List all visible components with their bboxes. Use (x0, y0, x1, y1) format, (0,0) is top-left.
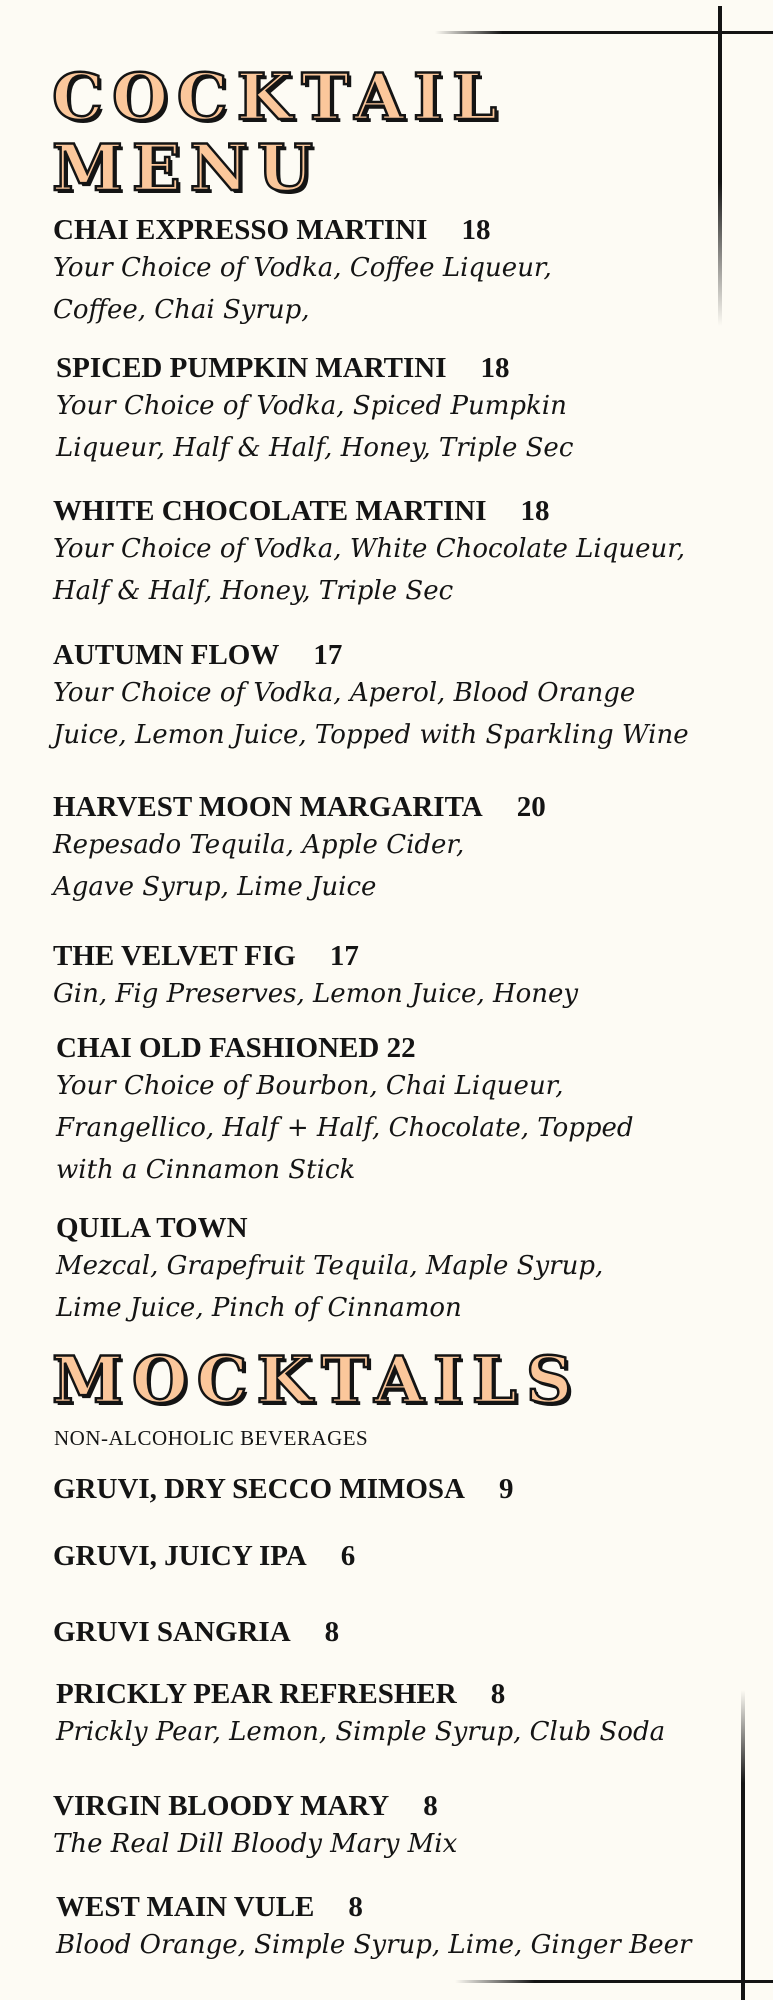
item-price: 8 (423, 1790, 438, 1822)
cocktail-title-line1: COCKTAIL (52, 60, 506, 135)
menu-item-gruvi-dry-secco-mimosa (53, 1472, 513, 1506)
item-name: WEST MAIN VULE (56, 1891, 315, 1923)
item-header (56, 1211, 603, 1245)
item-description: Liqueur, Half & Half, Honey, Triple Sec (56, 433, 574, 463)
item-price: 8 (348, 1891, 363, 1923)
item-description: Frangellico, Half + Half, Chocolate, Topped (56, 1113, 634, 1143)
item-name: QUILA TOWN (56, 1212, 248, 1244)
item-name: SPICED PUMPKIN MARTINI (56, 352, 447, 384)
mocktails-subtitle: NON-ALCOHOLIC BEVERAGES (54, 1426, 369, 1450)
item-header (53, 494, 685, 528)
item-description: Gin, Fig Preserves, Lemon Juice, Honey (53, 979, 579, 1009)
item-description: Your Choice of Vodka, Aperol, Blood Orange (53, 678, 636, 708)
item-description: Your Choice of Vodka, White Chocolate Liqueur, (53, 534, 686, 564)
item-header (53, 638, 689, 672)
item-description: Prickly Pear, Lemon, Simple Syrup, Club Soda (56, 1717, 666, 1747)
item-description: Half & Half, Honey, Triple Sec (53, 576, 454, 606)
menu-item-virgin-bloody-mary (53, 1789, 457, 1865)
item-price: 9 (498, 1473, 514, 1505)
menu-item-harvest-moon-margarita (53, 790, 546, 908)
cocktail-title-line2: MENU (52, 131, 322, 206)
item-description: with a Cinnamon Stick (56, 1155, 356, 1185)
top-horizontal-line (435, 31, 773, 34)
item-name: GRUVI SANGRIA (53, 1616, 291, 1648)
menu-item-quila-town (56, 1211, 603, 1329)
item-header (56, 1031, 634, 1065)
mocktails-title: MOCKTAILS (52, 1343, 582, 1418)
item-header (53, 213, 552, 247)
menu-item-the-velvet-fig (53, 939, 578, 1015)
menu-item-chai-expresso-martini (53, 213, 552, 331)
item-name: AUTUMN FLOW (53, 639, 280, 671)
item-name: CHAI EXPRESSO MARTINI (53, 214, 428, 246)
item-description: Lime Juice, Pinch of Cinnamon (56, 1293, 462, 1323)
item-price: 17 (329, 940, 359, 972)
menu-item-white-chocolate-martini (53, 494, 685, 612)
item-description: Your Choice of Vodka, Spiced Pumpkin (56, 391, 567, 421)
item-name: GRUVI, DRY SECCO MIMOSA (53, 1473, 465, 1505)
top-vertical-line (718, 6, 722, 326)
item-name: WHITE CHOCOLATE MARTINI (53, 495, 487, 527)
item-name: GRUVI, JUICY IPA (53, 1540, 307, 1572)
item-header (53, 1789, 457, 1823)
item-price: 6 (340, 1540, 356, 1572)
item-header (53, 939, 578, 973)
item-name: HARVEST MOON MARGARITA (53, 791, 483, 823)
item-price: 18 (480, 352, 510, 384)
bottom-horizontal-line (455, 1980, 773, 1983)
menu-item-gruvi-juicy-ipa (53, 1539, 355, 1573)
menu-item-west-main-vule (56, 1890, 691, 1966)
item-description: Repesado Tequila, Apple Cider, (53, 830, 465, 860)
item-description: Mezcal, Grapefruit Tequila, Maple Syrup, (56, 1251, 604, 1281)
item-price: 22 (386, 1032, 416, 1064)
item-header (56, 1890, 691, 1924)
menu-item-gruvi-sangria (53, 1615, 339, 1649)
item-description: Your Choice of Bourbon, Chai Liqueur, (56, 1071, 564, 1101)
item-description: Blood Orange, Simple Syrup, Lime, Ginger Beer (56, 1930, 692, 1960)
item-price: 18 (520, 495, 550, 527)
menu-item-prickly-pear-refresher (56, 1677, 665, 1753)
item-header (56, 351, 573, 385)
item-header (53, 1615, 339, 1649)
item-price: 20 (516, 791, 546, 823)
item-name: CHAI OLD FASHIONED (56, 1032, 380, 1064)
item-description: Agave Syrup, Lime Juice (53, 872, 377, 902)
menu-item-chai-old-fashioned (56, 1031, 634, 1191)
item-price: 17 (313, 639, 343, 671)
item-name: THE VELVET FIG (53, 940, 296, 972)
item-header (56, 1677, 665, 1711)
item-description: Your Choice of Vodka, Coffee Liqueur, (53, 253, 552, 283)
bottom-vertical-line (741, 1690, 745, 2000)
menu-item-autumn-flow (53, 638, 689, 756)
item-price: 8 (324, 1616, 340, 1648)
item-price: 18 (461, 214, 491, 246)
item-header (53, 790, 546, 824)
item-name: VIRGIN BLOODY MARY (53, 1790, 390, 1822)
item-description: Coffee, Chai Syrup, (53, 295, 310, 325)
item-price: 8 (490, 1678, 506, 1710)
item-description: Juice, Lemon Juice, Topped with Sparkling Wine (53, 720, 689, 750)
item-header (53, 1472, 513, 1506)
item-name: PRICKLY PEAR REFRESHER (56, 1678, 457, 1710)
item-header (53, 1539, 355, 1573)
item-description: The Real Dill Bloody Mary Mix (53, 1829, 458, 1859)
menu-item-spiced-pumpkin-martini (56, 351, 573, 469)
